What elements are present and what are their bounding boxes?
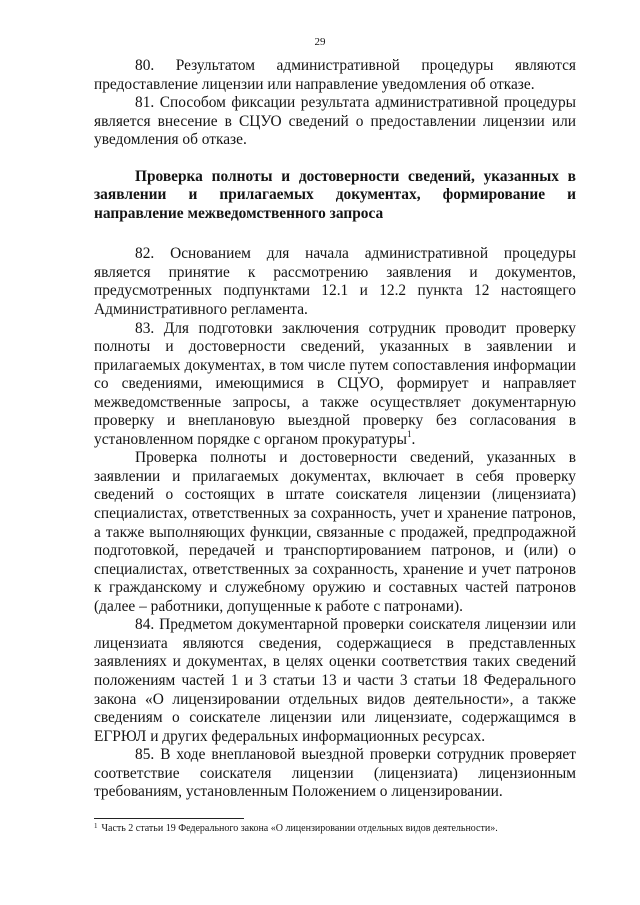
paragraph-verification: Проверка полноты и достоверности сведений, указанных в заявлении и прилагаемых документах, включает в себя проверку сведений о состоящих в штате соискателя лицензии (лицензиата) специалистах, ответственных за сохранность, учет и хранение патронов, а также выполняющих функции, связанные с продажей, предпродажной подготовкой, передачей и транспортированием патронов, и (или) о специалистах, ответственных за сохранность, хранение и учет патронов к гражданскому и служебному оружию и составных частей патронов (далее – работники, допущенные к работе с патронами). [94,449,576,615]
paragraph-85: 85. В ходе внеплановой выездной проверки сотрудник проверяет соответствие соискателя лицензии (лицензиата) лицензионным требованиям, установленным Положением о лицензировании. [94,746,576,801]
document-body [94,57,576,802]
paragraph-84: 84. Предметом документарной проверки соискателя лицензии или лицензиата являются сведения, содержащиеся в представленных заявлениях и документах, в целях оценки соответствия таких сведений положениям частей 1 и 3 статьи 13 и части 3 статьи 18 Федерального закона «О лицензировании отдельных видов деятельности», а также сведениям о соискателе лицензии или лицензиате, содержащимся в ЕГРЮЛ и других федеральных информационных ресурсах. [94,616,576,745]
paragraph-81: 81. Способом фиксации результата административной процедуры является внесение в СЦУО сведений о предоставлении лицензии или уведомления об отказе. [94,94,576,149]
footnote [94,823,576,835]
page-number: 29 [314,36,326,48]
paragraph-83: 83. Для подготовки заключения сотрудник проводит проверку полноты и достоверности сведений, указанных в заявлении и прилагаемых документах, в том числе путем сопоставления информации со сведениями, имеющимися в СЦУО, формирует и направляет межведомственные запросы, а также осуществляет документарную проверку и внеплановую выездной проверку без согласования в установленном порядке с органом прокуратуры$^1$. [94,319,576,448]
footnote-marker: 1 [94,822,98,830]
footnote-divider [94,818,244,819]
section-heading: Проверка полноты и достоверности сведений, указанных в заявлении и прилагаемых документах, формирование и направление межведомственного запроса [94,167,576,222]
paragraph-83-text: 83. Для подготовки заключения сотрудник проводит проверку полноты и достоверности сведений, указанных в заявлении и прилагаемых документах, в том числе путем сопоставления информации со сведениями, имеющимися в СЦУО, формирует и направляет межведомственные запросы, а также осуществляет документарную проверку и внеплановую выездной проверку без согласования в установленном порядке с органом прокуратуры [94,319,576,448]
paragraph-82: 82. Основанием для начала административной процедуры является принятие к рассмотрению заявления и документов, предусмотренных подпунктами 12.1 и 12.2 пункта 12 настоящего Административного регламента. [94,245,576,319]
paragraph-80: 80. Результатом административной процедуры являются предоставление лицензии или направление уведомления об отказе. [94,57,576,93]
footnote-text: Часть 2 статьи 19 Федерального закона «О лицензировании отдельных видов деятельности». [101,823,498,834]
footnote-reference: 1 [406,428,412,439]
